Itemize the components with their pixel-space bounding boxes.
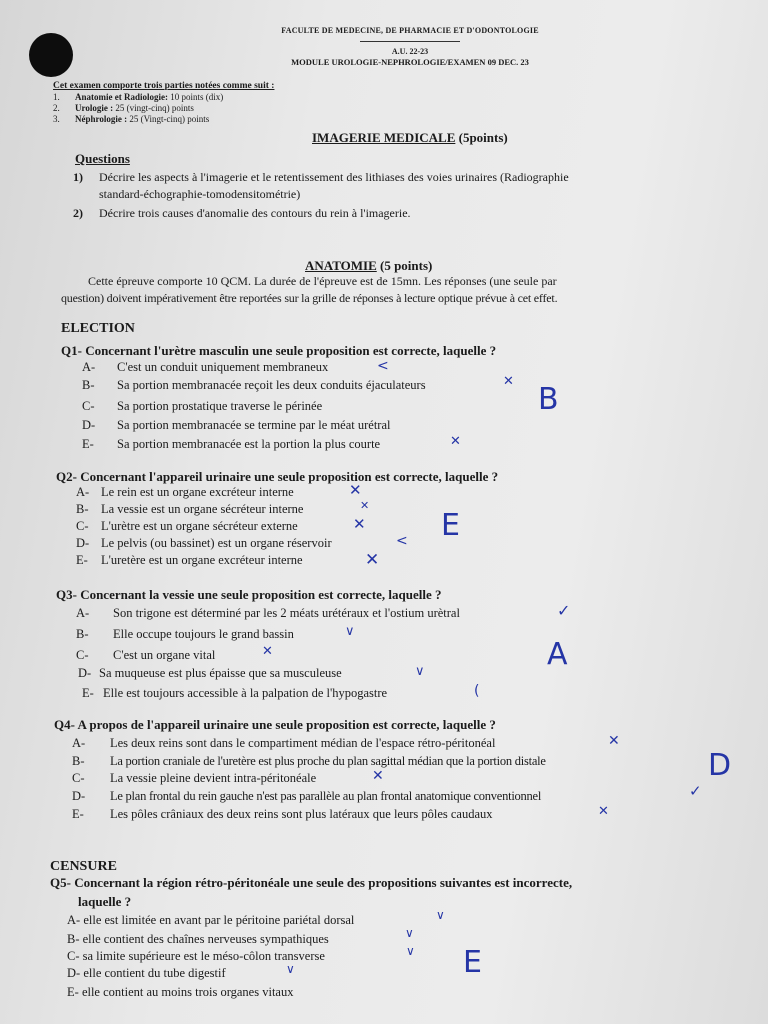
option-text: Le pelvis (ou bassinet) est un organe réservoir (101, 536, 332, 550)
option-text: C'est un conduit uniquement membraneux (117, 360, 329, 374)
imagerie-points: (5points) (458, 130, 508, 145)
cross-mark: < (396, 533, 408, 549)
option-text: Sa muqueuse est plus épaisse que sa musculeuse (99, 666, 342, 680)
handwritten-answer: E (441, 508, 460, 543)
option-letter: B- (82, 378, 95, 392)
anatomie-title: ANATOMIE (305, 258, 377, 273)
censure-label: CENSURE (50, 859, 117, 874)
option-text: Sa portion membranacée est la portion la plus courte (117, 437, 381, 451)
option-letter: A- (76, 606, 90, 620)
option-text: sa limite supérieure est le méso-côlon transverse (82, 949, 325, 963)
option-text: L'uretère est un organe excréteur interne (101, 553, 303, 567)
header-divider (360, 41, 460, 42)
option-letter: A- (67, 913, 81, 927)
intro-part-line (75, 114, 209, 124)
question-title: Q1- Concernant l'urètre masculin une seule proposition est correcte, laquelle ? (61, 343, 497, 358)
intro-part-line (75, 92, 223, 102)
intro-part-points: 25 (vingt-cinq) points (115, 103, 194, 113)
intro-part-num: 3. (53, 114, 60, 124)
option-text: elle est limitée en avant par le péritoine pariétal dorsal (83, 913, 355, 927)
option-text: Elle occupe toujours le grand bassin (113, 627, 294, 641)
intro-part-num: 1. (53, 92, 60, 102)
anatomie-points: (5 points) (380, 258, 433, 273)
option-text: Elle est toujours accessible à la palpation de l'hypogastre (103, 686, 388, 700)
option-text: La portion craniale de l'uretère est plus proche du plan sagittal médian que la portion distale (110, 754, 546, 768)
option-letter: C- (82, 399, 95, 413)
handwritten-answer: D (708, 748, 732, 783)
option-text: Sa portion membranacée reçoit les deux conduits éjaculateurs (117, 378, 426, 392)
option-line (67, 913, 354, 928)
cross-mark: ✕ (262, 644, 273, 659)
intro-part-points: 25 (Vingt-cinq) points (129, 114, 210, 124)
imagerie-q1-num: 1) (73, 170, 83, 184)
check-mark: ( (474, 683, 480, 699)
cross-mark: ✕ (598, 804, 609, 819)
anatomie-desc-line1: Cette épreuve comporte 10 QCM. La durée de l'épreuve est de 15mn. Les réponses (une seule par (88, 274, 557, 288)
intro-part-num: 2. (53, 103, 60, 113)
intro-part-label: Urologie : (75, 103, 114, 113)
cross-mark: < (377, 358, 389, 374)
option-line (67, 985, 293, 1000)
imagerie-q2-num: 2) (73, 206, 83, 220)
cross-mark: ✕ (349, 481, 362, 499)
imagerie-q2: Décrire trois causes d'anomalie des contours du rein à l'imagerie. (99, 206, 411, 220)
option-text: L'urètre est un organe sécréteur externe (101, 519, 298, 533)
cross-mark: ✕ (503, 374, 514, 389)
option-line (67, 966, 226, 981)
option-letter: E- (67, 985, 79, 999)
option-letter: B- (67, 932, 80, 946)
cross-mark: ✕ (360, 499, 370, 512)
election-label: ELECTION (61, 321, 135, 336)
check-mark: ∨ (415, 664, 425, 679)
option-letter: B- (72, 754, 85, 768)
academic-year: A.U. 22-23 (391, 47, 429, 56)
option-text: elle contient des chaînes nerveuses sympathiques (82, 932, 329, 946)
intro-part-line (75, 103, 194, 113)
cross-mark: ✕ (365, 550, 380, 570)
questions-label: Questions (75, 151, 130, 166)
option-letter: D- (76, 536, 90, 550)
check-mark: ∨ (405, 926, 414, 940)
intro-part-label: Anatomie et Radiologie: (75, 92, 168, 102)
check-mark: ∨ (436, 908, 445, 922)
question-title: Q5- Concernant la région rétro-péritonéale une seule des propositions suivantes est incorrecte, (50, 875, 573, 890)
module-title: MODULE UROLOGIE-NEPHROLOGIE/EXAMEN 09 DEC. 23 (291, 57, 529, 67)
handwritten-answer: A (547, 637, 568, 672)
option-letter: C- (72, 771, 85, 785)
option-letter: E- (76, 553, 88, 567)
check-mark: ∨ (345, 624, 355, 639)
option-letter: D- (78, 666, 92, 680)
option-letter: D- (72, 789, 86, 803)
cross-mark: ✕ (372, 768, 384, 784)
option-text: elle contient du tube digestif (83, 966, 226, 980)
intro-heading: Cet examen comporte trois parties notées comme suit : (53, 81, 275, 91)
option-letter: E- (82, 437, 94, 451)
option-letter: E- (82, 686, 94, 700)
option-text: La vessie est un organe sécréteur interne (101, 502, 304, 516)
option-text: elle contient au moins trois organes vitaux (81, 985, 294, 999)
cross-mark: ✕ (608, 733, 620, 749)
option-text: Le plan frontal du rein gauche n'est pas parallèle au plan frontal anatomique conventionnel (110, 789, 542, 803)
option-letter: D- (67, 966, 81, 980)
imagerie-q1-line1: Décrire les aspects à l'imagerie et le retentissement des lithiases des voies urinaires (Radiographie (99, 170, 569, 184)
option-text: C'est un organe vital (113, 648, 216, 662)
option-line (67, 932, 329, 947)
question-title: Q4- A propos de l'appareil urinaire une seule proposition est correcte, laquelle ? (54, 717, 496, 732)
handwritten-answer: B (538, 382, 559, 417)
punch-hole (29, 33, 73, 77)
option-letter: D- (82, 418, 96, 432)
question-title: Q3- Concernant la vessie une seule proposition est correcte, laquelle ? (56, 587, 442, 602)
option-text: Les deux reins sont dans le compartiment médian de l'espace rétro-péritonéal (110, 736, 496, 750)
imagerie-title-line (312, 130, 508, 146)
cross-mark: ✕ (353, 515, 366, 533)
option-letter: C- (76, 519, 89, 533)
option-letter: B- (76, 502, 89, 516)
intro-part-points: 10 points (dix) (170, 92, 224, 102)
option-letter: C- (67, 949, 80, 963)
option-text: Sa portion prostatique traverse le périnée (117, 399, 323, 413)
handwritten-answer: E (463, 945, 482, 980)
option-text: Sa portion membranacée se termine par le méat urétral (117, 418, 391, 432)
anatomie-desc-line2: question) doivent impérativement être reportées sur la grille de réponses à lecture optique prévue à cet effet. (61, 291, 558, 305)
question-title-cont: laquelle ? (78, 894, 132, 909)
option-letter: C- (76, 648, 89, 662)
option-letter: A- (82, 360, 96, 374)
imagerie-title: IMAGERIE MEDICALE (312, 130, 456, 145)
option-letter: A- (72, 736, 86, 750)
option-letter: E- (72, 807, 84, 821)
imagerie-q1-line2: standard-échographie-tomodensitométrie) (99, 187, 301, 201)
option-text: Le rein est un organe excréteur interne (101, 485, 294, 499)
anatomie-title-line (305, 258, 432, 274)
faculty-title: FACULTE DE MEDECINE, DE PHARMACIE ET D'ODONTOLOGIE (281, 26, 539, 35)
cross-mark: ✕ (450, 434, 461, 449)
check-mark: ∨ (286, 962, 295, 976)
check-mark: ✓ (557, 601, 571, 620)
check-mark: ✓ (689, 782, 702, 800)
option-letter: A- (76, 485, 90, 499)
option-text: Les pôles crâniaux des deux reins sont plus latéraux que leurs pôles caudaux (110, 807, 493, 821)
check-mark: ∨ (406, 944, 415, 958)
option-text: Son trigone est déterminé par les 2 méats urétéraux et l'ostium urètral (113, 606, 460, 620)
question-title: Q2- Concernant l'appareil urinaire une seule proposition est correcte, laquelle ? (56, 469, 499, 484)
option-text: La vessie pleine devient intra-péritonéale (110, 771, 317, 785)
option-letter: B- (76, 627, 89, 641)
intro-part-label: Néphrologie : (75, 114, 128, 124)
